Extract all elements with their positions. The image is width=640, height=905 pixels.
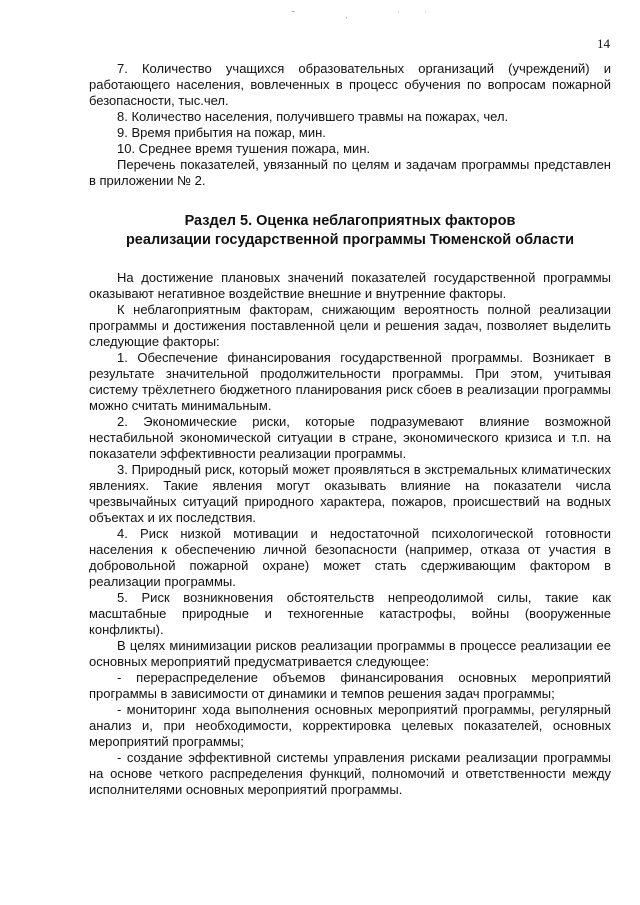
- paragraph: 4. Риск низкой мотивации и недостаточной психологической готовности населения к обеспечению личной безопасности (например, отказа от участия в добровольной пожарной охране) может стать сдерживающим фактором в реализации программы.: [89, 526, 611, 589]
- paragraph: 1. Обеспечение финансирования государственной программы. Возникает в результате значительной продолжительности программы. При этом, учитывая систему трёхлетнего бюджетного планирования риск сбоев в реализации программы можно считать минимальным.: [89, 350, 611, 413]
- section-heading-line: Раздел 5. Оценка неблагоприятных факторов: [184, 213, 516, 229]
- paragraph: На достижение плановых значений показателей государственной программы оказывают негативное воздействие внешние и внутренние факторы.: [89, 270, 611, 301]
- bullet-item: - создание эффективной системы управления рисками реализации программы на основе четкого распределения функций, полномочий и ответственности между исполнителями основных мероприятий программы.: [89, 750, 611, 797]
- scan-marks: ˜ ˏ ˙˙: [292, 10, 452, 19]
- bullet-item: - перераспределение объемов финансирования основных мероприятий программы в зависимости от динамики и темпов решения задач программы;: [89, 670, 611, 701]
- list-item: 8. Количество населения, получившего травмы на пожарах, чел.: [117, 109, 509, 124]
- page-number: 14: [597, 36, 610, 51]
- paragraph: 3. Природный риск, который может проявляться в экстремальных климатических явлениях. Такие явления могут оказывать влияние на показатели числа чрезвычайных ситуаций природного характера, пожаров, происшествий на водных объектах и их последствия.: [89, 462, 611, 525]
- section-heading-line: реализации государственной программы Тюменской области: [125, 232, 575, 248]
- bullet-item: - мониторинг хода выполнения основных мероприятий программы, регулярный анализ и, при необходимости, корректировка целевых показателей, основных мероприятий программы;: [89, 702, 611, 749]
- paragraph: К неблагоприятным факторам, снижающим вероятность полной реализации программы и достижения поставленной цели и решения задач, позволяет выделить следующие факторы:: [89, 302, 611, 349]
- paragraph: 2. Экономические риски, которые подразумевают влияние возможной нестабильной экономической ситуации в стране, экономического кризиса и т.п. на показатели эффективности реализации программы.: [89, 414, 611, 461]
- paragraph: 5. Риск возникновения обстоятельств непреодолимой силы, такие как масштабные природные и техногенные катастрофы, войны (вооруженные конфликты).: [89, 590, 611, 637]
- list-item: 9. Время прибытия на пожар, мин.: [117, 125, 326, 140]
- paragraph: В целях минимизации рисков реализации программы в процессе реализации ее основных мероприятий предусматривается следующее:: [89, 638, 611, 669]
- list-item: Перечень показателей, увязанный по целям и задачам программы представлен в приложении № 2.: [89, 157, 611, 188]
- list-item: 10. Среднее время тушения пожара, мин.: [117, 141, 371, 156]
- section-heading: [89, 212, 611, 250]
- list-item: 7. Количество учащихся образовательных организаций (учреждений) и работающего населения, вовлеченных в процесс обучения по вопросам пожарной безопасности, тыс.чел.: [89, 61, 611, 108]
- document-body: [89, 61, 611, 798]
